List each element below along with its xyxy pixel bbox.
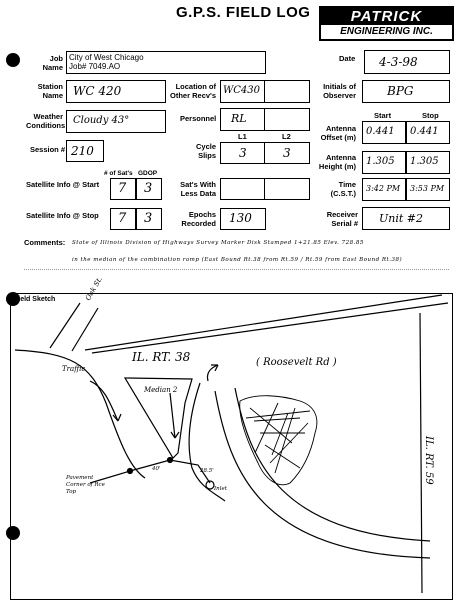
antenna-height-start-field[interactable] xyxy=(362,151,406,174)
sat-start-gdop-value: 3 xyxy=(144,181,153,196)
receiver-label: Receiver Serial # xyxy=(326,210,358,228)
sat-start-gdop-field[interactable] xyxy=(136,178,162,200)
epochs-field[interactable] xyxy=(220,208,266,230)
roosevelt-rd-label: ( Roosevelt Rd ) xyxy=(256,357,337,368)
inlet-label: Inlet xyxy=(214,486,227,492)
personnel-label: Personnel xyxy=(180,114,217,123)
sats-less-data-field-2[interactable] xyxy=(264,178,310,200)
antenna-height-start-value: 1.305 xyxy=(366,156,395,167)
comments-line1: State of Illinois Division of Highways Survey Marker Disk Stamped 1+21.85 Elev. 728.85 xyxy=(72,240,364,246)
initials-value: BPG xyxy=(387,84,414,98)
job-name-label: Job Name xyxy=(42,54,63,72)
antenna-height-stop-field[interactable] xyxy=(406,151,450,174)
session-field[interactable] xyxy=(66,140,104,162)
oak-st-label: Oak St. xyxy=(84,275,105,302)
sat-stop-gdop-value: 3 xyxy=(144,211,153,226)
antenna-offset-stop-value: 0.441 xyxy=(410,126,439,137)
field-sketch-drawing xyxy=(10,293,451,598)
road-edge-top-2 xyxy=(92,303,448,353)
date-label: Date xyxy=(339,54,356,63)
hatched-area xyxy=(240,396,317,485)
sat-start-count-field[interactable] xyxy=(110,178,136,200)
marker-point xyxy=(168,458,173,463)
l2-column-header: L2 xyxy=(282,132,291,141)
date-value: 4-3-98 xyxy=(379,55,418,69)
form-title: G.P.S. FIELD LOG xyxy=(176,4,311,21)
receiver-value: Unit #2 xyxy=(379,212,424,225)
antenna-height-stop-value: 1.305 xyxy=(410,156,439,167)
initials-field[interactable] xyxy=(362,80,450,103)
job-name-line2: Job# 7049.AO xyxy=(69,62,121,71)
station-name-field[interactable] xyxy=(66,80,166,103)
antenna-offset-label: Antenna Offset (m) xyxy=(320,124,356,142)
date-field[interactable] xyxy=(364,50,450,74)
comments-rule xyxy=(24,269,449,270)
cycle-slips-l2-field[interactable] xyxy=(264,142,310,164)
oak-st-line-2 xyxy=(72,308,98,351)
pavement-point xyxy=(128,469,133,474)
session-label: Session # xyxy=(30,145,66,154)
sat-stop-count-field[interactable] xyxy=(110,208,136,230)
sats-less-data-field-1[interactable] xyxy=(220,178,266,200)
logo-top-text: PATRICK xyxy=(321,8,452,25)
inner-curve xyxy=(235,388,430,541)
pavement-corner-label: Pavement Corner of Rce Top xyxy=(66,475,105,495)
il-rt-59-label: IL. RT. 59 xyxy=(423,436,434,485)
job-name-field[interactable] xyxy=(66,51,266,74)
cycle-slips-l1-value: 3 xyxy=(239,146,247,160)
session-value: 210 xyxy=(71,144,94,158)
station-name-value: WC 420 xyxy=(73,84,122,98)
time-start-value: 3:42 PM xyxy=(366,184,401,193)
weather-value: Cloudy 43° xyxy=(73,115,130,126)
station-name-label: Station Name xyxy=(37,82,63,100)
traffic-arrow-2 xyxy=(170,393,175,438)
weather-label: Weather Conditions xyxy=(26,112,66,130)
initials-label: Initials of Observer xyxy=(323,82,356,100)
ramp-right-edge xyxy=(189,383,225,501)
comments-line2: in the median of the combination ramp (East Bound Rt.38 from Rt.59 / Rt.59 from East Bound Rt.38) xyxy=(72,257,403,263)
traffic-arrow-1 xyxy=(90,381,118,421)
median-label: Median 2 xyxy=(144,386,178,394)
logo-bottom-text: ENGINEERING INC. xyxy=(340,26,433,37)
sat-start-count-value: 7 xyxy=(118,181,127,196)
cycle-slips-l1-field[interactable] xyxy=(220,142,266,164)
epochs-label: Epochs Recorded xyxy=(181,210,216,228)
gdop-column-header: GDOP xyxy=(138,170,158,177)
antenna-height-label: Antenna Height (m) xyxy=(318,153,356,171)
cycle-slips-label: Cycle Slips xyxy=(195,142,216,160)
il-rt-38-label: IL. RT. 38 xyxy=(132,350,191,364)
time-start-field[interactable] xyxy=(362,178,406,201)
time-stop-field[interactable] xyxy=(406,178,450,201)
location-other-label: Location of Other Recv's xyxy=(170,82,216,100)
rt59-edge xyxy=(420,313,422,593)
num-sats-column-header: # of Sat's xyxy=(104,170,133,177)
field-sketch-label: Field Sketch xyxy=(14,296,56,303)
sat-info-start-label: Satellite Info @ Start xyxy=(26,180,100,189)
stop-column-header: Stop xyxy=(422,111,439,120)
traffic-label: Traffic xyxy=(62,365,86,373)
start-column-header: Start xyxy=(374,111,392,120)
sat-info-stop-label: Satellite Info @ Stop xyxy=(26,211,99,220)
receiver-field[interactable] xyxy=(362,207,450,230)
antenna-offset-stop-field[interactable] xyxy=(406,121,450,144)
location-other-field-1[interactable] xyxy=(220,80,266,103)
time-stop-value: 3:53 PM xyxy=(410,184,445,193)
antenna-offset-start-field[interactable] xyxy=(362,121,406,144)
cycle-slips-l2-value: 3 xyxy=(283,146,291,160)
oak-st-line-1 xyxy=(50,303,80,348)
sat-stop-gdop-field[interactable] xyxy=(136,208,162,230)
epochs-value: 130 xyxy=(229,211,252,225)
main-curve xyxy=(215,391,430,558)
road-edge-top xyxy=(85,295,442,350)
location-other-field-2[interactable] xyxy=(264,80,310,103)
company-logo xyxy=(319,6,454,41)
distance-1-label: 40' xyxy=(152,466,161,472)
distance-2-label: 28.5' xyxy=(200,468,214,474)
comments-label: Comments: xyxy=(24,238,66,247)
weather-field[interactable] xyxy=(66,110,166,133)
personnel-value: RL xyxy=(231,112,247,125)
measurement-line xyxy=(90,460,210,483)
l1-column-header: L1 xyxy=(238,132,247,141)
antenna-offset-start-value: 0.441 xyxy=(366,126,395,137)
binder-hole-top xyxy=(6,53,20,67)
sats-less-data-label: Sat's With Less Data xyxy=(180,180,216,198)
personnel-field-2[interactable] xyxy=(264,108,310,131)
location-other-value: WC430 xyxy=(223,85,261,96)
time-label: Time (C.S.T.) xyxy=(330,180,356,198)
sat-stop-count-value: 7 xyxy=(118,211,127,226)
personnel-field-1[interactable] xyxy=(220,108,266,131)
job-name-line1: City of West Chicago xyxy=(69,53,144,62)
